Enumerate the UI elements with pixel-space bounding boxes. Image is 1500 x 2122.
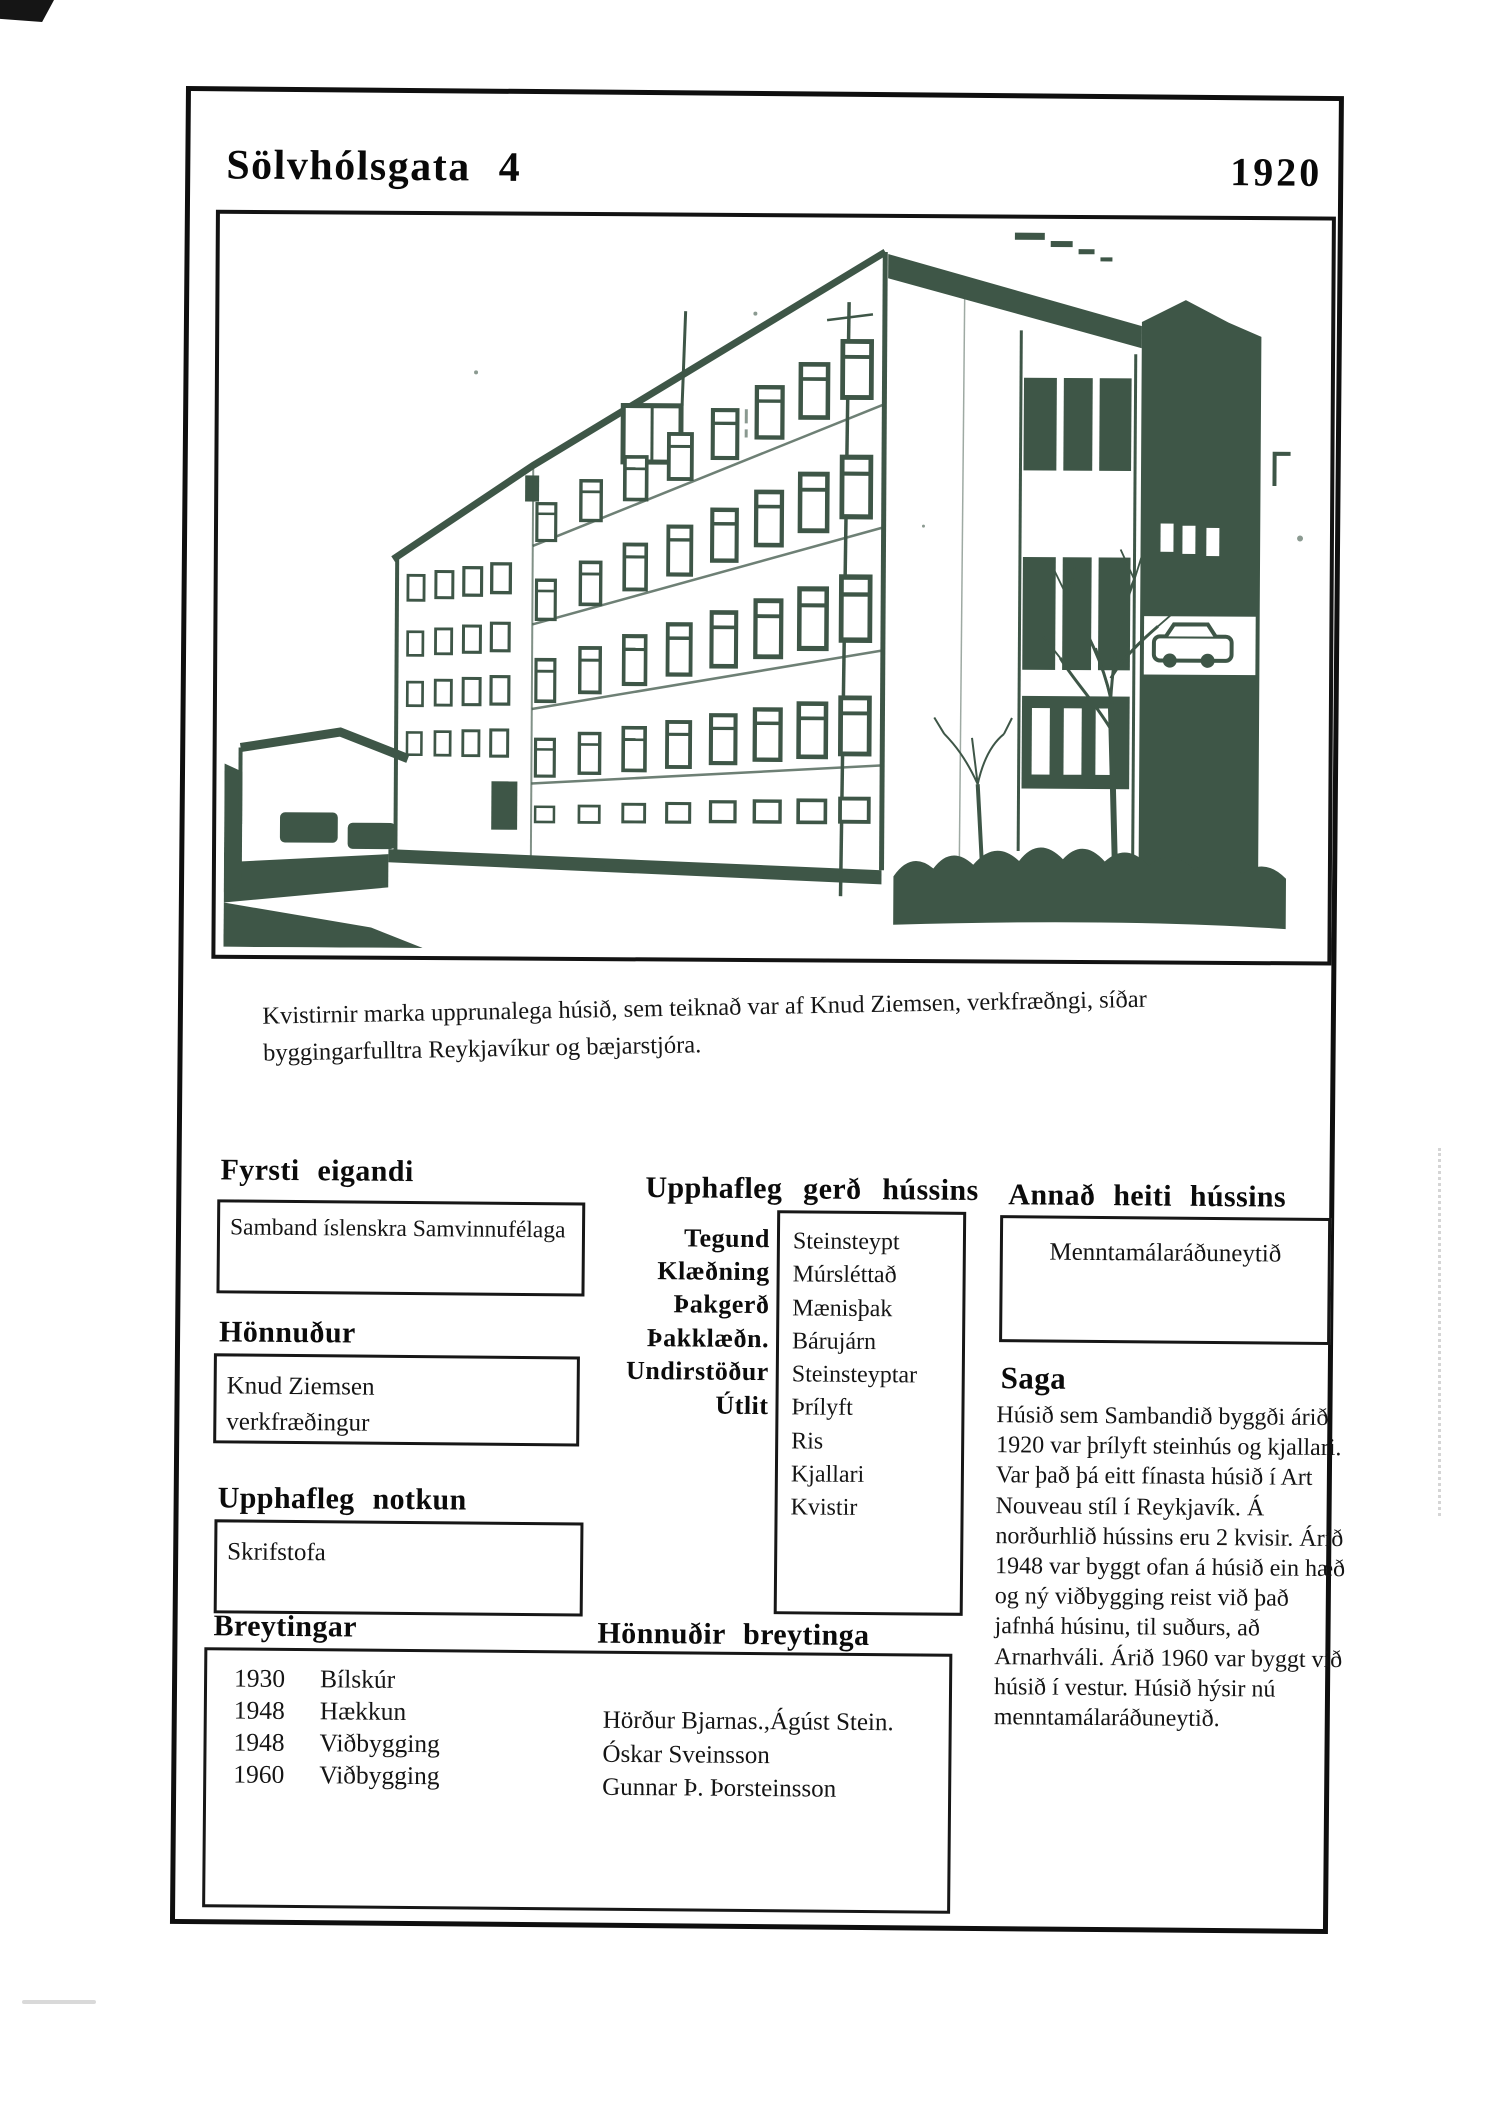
change-designer-names [602, 1707, 894, 1810]
form-value: Múrsléttað [792, 1261, 897, 1289]
change-label: Viðbygging [319, 1728, 440, 1759]
scan-dotted-artifact [1438, 1148, 1441, 1516]
building-illustration [223, 220, 1323, 954]
designer-name: Knud Ziemsen [226, 1372, 375, 1401]
first-owner-box [216, 1199, 585, 1296]
building-photo [211, 210, 1336, 966]
other-name-value: Menntamálaráðuneytið [1049, 1238, 1282, 1268]
heading-other-name: Annað heiti hússins [1008, 1178, 1287, 1214]
form-value: Þrílyft [791, 1394, 853, 1422]
change-year: 1948 [233, 1695, 285, 1725]
change-designer: Óskar Sveinsson [602, 1740, 770, 1769]
heading-original-form: Upphafleg gerð hússins [645, 1171, 979, 1207]
record-sheet [170, 86, 1344, 1934]
scan-dash-artifact [22, 2000, 96, 2004]
heading-designer: Hönnuður [218, 1315, 356, 1350]
form-value: Bárujárn [791, 1328, 877, 1355]
heading-original-use: Upphafleg notkun [217, 1481, 467, 1517]
other-name-box [999, 1215, 1331, 1345]
designer-box [213, 1353, 580, 1446]
change-row [233, 1727, 440, 1759]
form-value: Steinsteypt [792, 1228, 900, 1256]
history-text: Húsið sem Sambandið byggði árið 1920 var þrílyft steinhús og kjallari. Var það þá eitt fínasta húsið í Art Nouveau stíl í Reykjavík. Á norðurhlið hússins eru 2 kvisir. Árið 1948 var byggt ofan á húsið ein hæð og ný viðbygging reist við það jafnhá húsinu, til suðurs, að Arnarhváli. Árið 1960 var byggt við húsið í vestur. Húsið hýsir nú menntamálaráðuneytið. [993, 1402, 1346, 1733]
form-value: Kjallari [790, 1461, 865, 1489]
change-designer: Gunnar Þ. Þorsteinsson [602, 1773, 837, 1803]
heading-changes: Breytingar [213, 1609, 358, 1644]
original-use-box [214, 1519, 584, 1616]
form-value: Ris [791, 1428, 824, 1455]
heading-first-owner: Fyrsti eigandi [220, 1153, 414, 1189]
original-use-value: Skrifstofa [227, 1538, 326, 1567]
form-label-undirstodur: Undirstöður [625, 1355, 769, 1387]
scan-corner-artifact [0, 0, 54, 22]
page-title: Sölvhólsgata 4 [226, 142, 522, 191]
change-year: 1930 [233, 1663, 286, 1693]
form-label-tegund: Tegund [683, 1223, 771, 1254]
form-value: Kvistir [790, 1494, 858, 1522]
change-label: Hækkun [319, 1696, 407, 1726]
form-label-utlit: Útlit [715, 1390, 769, 1421]
year-label: 1920 [1230, 149, 1323, 195]
form-label-thakgerd: Þakgerð [673, 1289, 770, 1320]
form-label-thakklaedn: Þakklæðn. [646, 1323, 770, 1354]
heading-saga: Saga [1000, 1360, 1067, 1396]
change-row [234, 1695, 407, 1727]
designer-title: verkfræðingur [226, 1408, 370, 1437]
change-row [233, 1759, 440, 1791]
photo-caption: Kvistirnir marka upprunalega húsið, sem teiknað var af Knud Ziemsen, verkfræðngi, síðar byggingarfulltra Reykjavíkur og bæjarstjóra. [262, 985, 1147, 1067]
form-value: Steinsteyptar [791, 1361, 918, 1389]
change-label: Viðbygging [319, 1760, 440, 1791]
change-label: Bílskúr [319, 1664, 396, 1694]
original-form-box [774, 1210, 967, 1616]
change-designer: Hörður Bjarnas.,Ágúst Stein. [602, 1706, 894, 1737]
heading-change-designers: Hönnuðir breytinga [597, 1616, 870, 1653]
form-value: Mænisþak [792, 1294, 893, 1322]
first-owner-value: Samband íslenskra Samvinnufélaga [229, 1214, 566, 1244]
change-year: 1960 [233, 1759, 285, 1789]
form-label-klaedning: Klæðning [657, 1256, 770, 1287]
change-year: 1948 [233, 1727, 285, 1757]
change-row [234, 1663, 395, 1694]
